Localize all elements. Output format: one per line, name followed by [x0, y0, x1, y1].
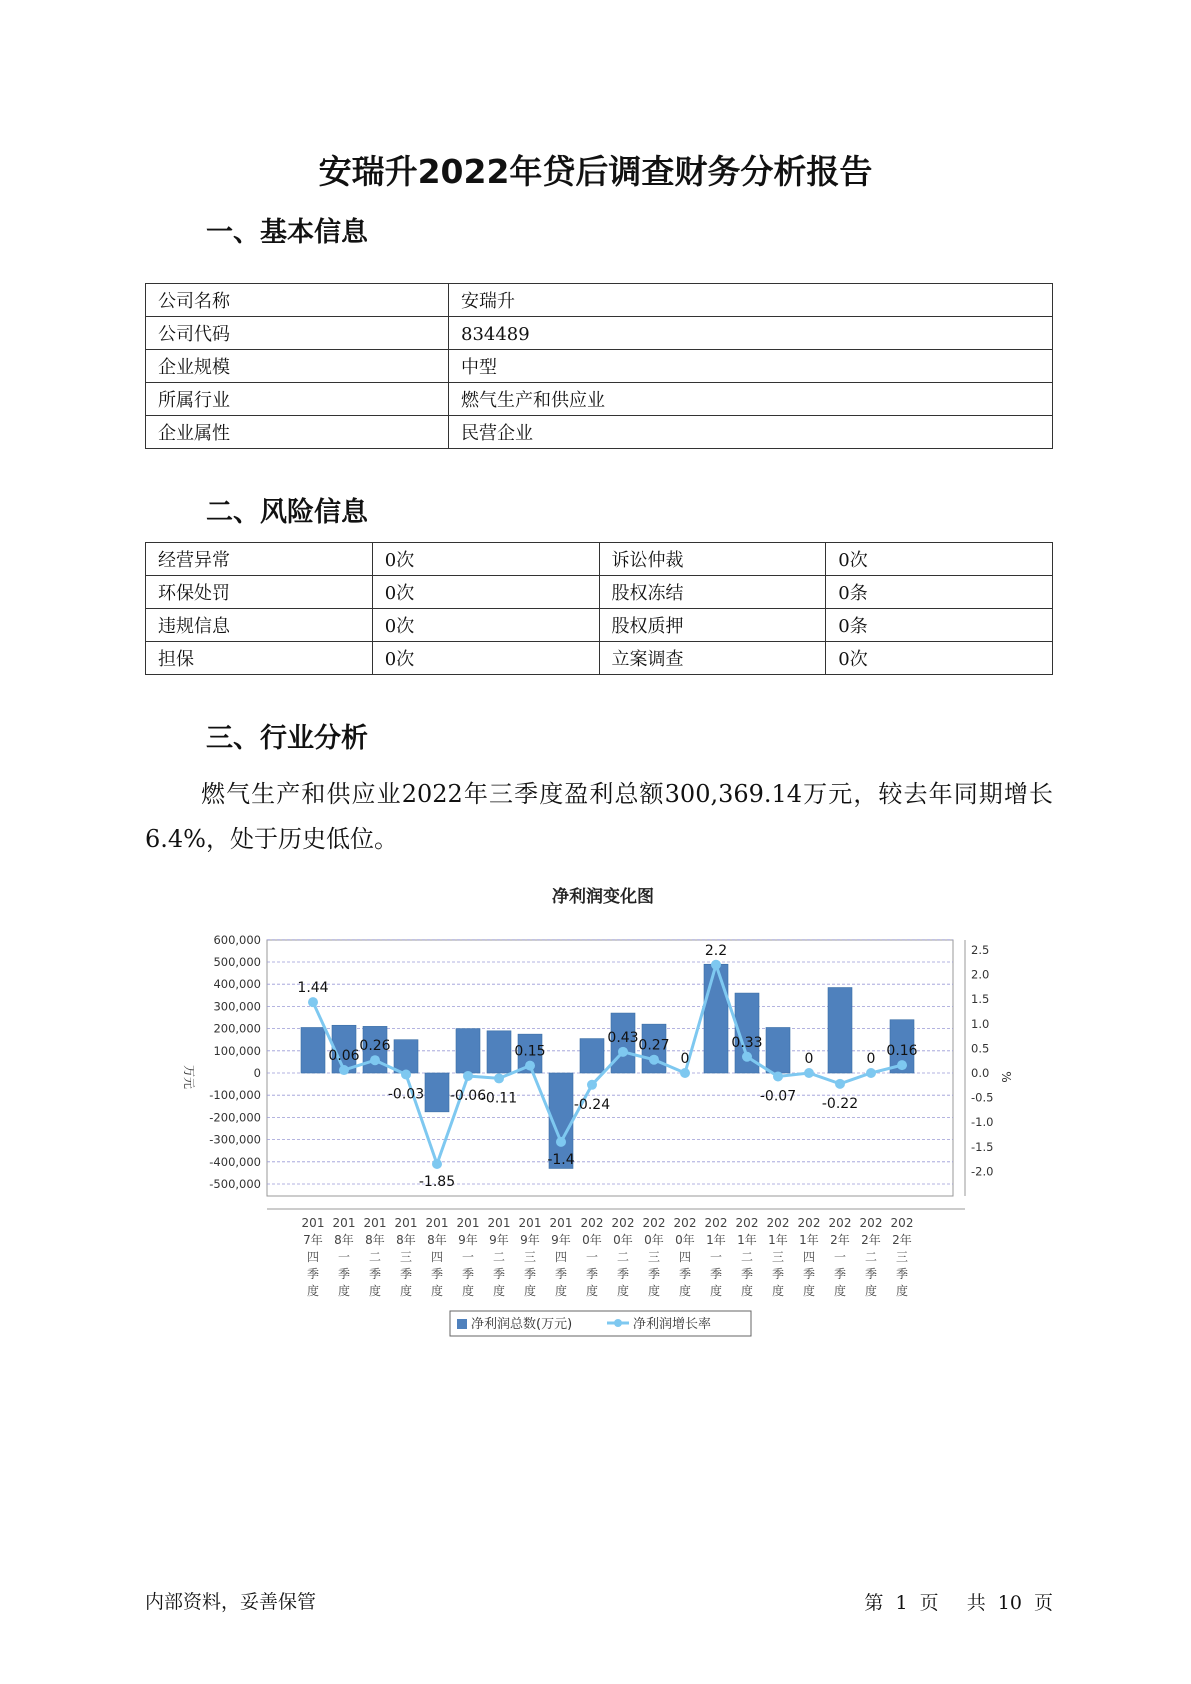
growth-rate-data-label: -0.24 — [573, 1096, 611, 1113]
x-tick-label: 三 — [647, 1250, 661, 1264]
growth-rate-point — [866, 1068, 876, 1078]
y2-tick-label: 0.5 — [971, 1041, 990, 1056]
x-tick-label: 201 — [518, 1216, 542, 1230]
growth-rate-point — [773, 1071, 783, 1081]
x-tick-label: 9年 — [489, 1233, 509, 1247]
x-tick-label: 201 — [487, 1216, 511, 1230]
x-tick-label: 季 — [585, 1267, 599, 1281]
risk-info-label: 立案调查 — [599, 642, 826, 675]
chart-title: 净利润变化图 — [552, 887, 654, 907]
x-tick-label: 2年 — [861, 1233, 881, 1247]
risk-info-value: 0次 — [826, 642, 1053, 675]
y2-tick-label: -1.0 — [971, 1115, 994, 1130]
x-tick-label: 度 — [461, 1284, 475, 1298]
growth-rate-point — [494, 1073, 504, 1083]
x-tick-label: 202 — [890, 1216, 914, 1230]
y-tick-label: -200,000 — [209, 1110, 261, 1125]
x-tick-label: 度 — [554, 1284, 568, 1298]
basic-info-row — [146, 284, 1053, 317]
x-tick-label: 季 — [492, 1267, 506, 1281]
x-tick-label: 202 — [673, 1216, 697, 1230]
x-tick-label: 四 — [678, 1250, 692, 1264]
x-tick-label: 季 — [740, 1267, 754, 1281]
growth-rate-point — [897, 1060, 907, 1070]
x-tick-label: 季 — [616, 1267, 630, 1281]
x-tick-label: 2年 — [830, 1233, 850, 1247]
growth-rate-data-label: -0.06 — [449, 1087, 487, 1104]
x-tick-label: 二 — [740, 1250, 754, 1264]
y-tick-label: 400,000 — [213, 977, 261, 992]
growth-rate-point — [587, 1080, 597, 1090]
growth-rate-point — [339, 1065, 349, 1075]
growth-rate-point — [835, 1079, 845, 1089]
page-unit: 页 — [919, 1592, 939, 1614]
growth-rate-data-label: -0.03 — [387, 1086, 425, 1103]
bar — [704, 964, 728, 1073]
total-label: 共 — [966, 1592, 986, 1614]
x-tick-label: 一 — [709, 1250, 723, 1264]
risk-info-table — [145, 542, 1053, 675]
x-tick-label: 202 — [704, 1216, 728, 1230]
industry-analysis-text: 燃气生产和供应业2022年三季度盈利总额300,369.14万元，较去年同期增长6.4%，处于历史低位。 — [145, 780, 1053, 853]
x-tick-label: 二 — [616, 1250, 630, 1264]
risk-info-label: 环保处罚 — [146, 576, 373, 609]
y-tick-label: 600,000 — [213, 932, 261, 947]
y-tick-label: 300,000 — [213, 999, 261, 1014]
x-tick-label: 201 — [549, 1216, 573, 1230]
legend-line-label: 净利润增长率 — [633, 1317, 712, 1332]
x-tick-label: 度 — [740, 1284, 754, 1298]
bar — [766, 1027, 790, 1073]
basic-info-row — [146, 350, 1053, 383]
basic-info-label: 企业规模 — [146, 350, 449, 383]
section-basic-heading: 一、基本信息 — [206, 217, 368, 248]
growth-rate-data-label: 1.44 — [297, 980, 329, 997]
x-tick-label: 9年 — [458, 1233, 478, 1247]
x-tick-label: 201 — [363, 1216, 387, 1230]
x-tick-label: 季 — [771, 1267, 785, 1281]
page-number: 1 — [895, 1592, 908, 1614]
x-tick-label: 0年 — [582, 1233, 602, 1247]
growth-rate-data-label: -1.4 — [547, 1151, 575, 1168]
x-tick-label: 三 — [399, 1250, 413, 1264]
risk-info-row — [146, 642, 1053, 675]
x-tick-label: 1年 — [737, 1233, 757, 1247]
x-tick-label: 二 — [864, 1250, 878, 1264]
x-tick-label: 1年 — [706, 1233, 726, 1247]
growth-rate-point — [463, 1071, 473, 1081]
x-tick-label: 一 — [461, 1250, 475, 1264]
basic-info-label: 公司名称 — [146, 284, 449, 317]
x-tick-label: 202 — [766, 1216, 790, 1230]
x-tick-label: 9年 — [520, 1233, 540, 1247]
growth-rate-point — [680, 1068, 690, 1078]
risk-info-value: 0次 — [372, 576, 599, 609]
x-tick-label: 季 — [554, 1267, 568, 1281]
x-tick-label: 季 — [306, 1267, 320, 1281]
x-tick-label: 1年 — [799, 1233, 819, 1247]
footer-page-info — [864, 1588, 1053, 1615]
bar — [456, 1029, 480, 1073]
x-tick-label: 201 — [425, 1216, 449, 1230]
x-tick-label: 季 — [430, 1267, 444, 1281]
y2-axis-label: % — [999, 1071, 1013, 1083]
y-axis-label: 万元 — [182, 1064, 196, 1090]
growth-rate-data-label: 0.26 — [359, 1038, 391, 1055]
bar — [487, 1031, 511, 1073]
legend-bar-swatch — [457, 1319, 467, 1329]
x-tick-label: 201 — [394, 1216, 418, 1230]
y2-tick-label: 1.0 — [971, 1016, 990, 1031]
x-tick-label: 度 — [399, 1284, 413, 1298]
y-tick-label: -300,000 — [209, 1132, 261, 1147]
x-tick-label: 度 — [678, 1284, 692, 1298]
growth-rate-data-label: -1.85 — [418, 1174, 456, 1191]
page-label: 第 — [864, 1592, 884, 1614]
x-tick-label: 季 — [523, 1267, 537, 1281]
growth-rate-point — [432, 1159, 442, 1169]
x-tick-label: 四 — [430, 1250, 444, 1264]
x-tick-label: 度 — [430, 1284, 444, 1298]
x-tick-label: 9年 — [551, 1233, 571, 1247]
risk-info-label: 诉讼仲裁 — [599, 543, 826, 576]
risk-info-value: 0次 — [826, 543, 1053, 576]
y-tick-label: 500,000 — [213, 955, 261, 969]
x-tick-label: 度 — [523, 1284, 537, 1298]
x-tick-label: 0年 — [613, 1233, 633, 1247]
x-tick-label: 2年 — [892, 1233, 912, 1247]
growth-rate-point — [401, 1069, 411, 1079]
x-tick-label: 度 — [647, 1284, 661, 1298]
basic-info-label: 所属行业 — [146, 383, 449, 416]
x-tick-label: 度 — [833, 1284, 847, 1298]
x-tick-label: 季 — [678, 1267, 692, 1281]
y-tick-label: -100,000 — [209, 1088, 261, 1103]
x-tick-label: 度 — [616, 1284, 630, 1298]
basic-info-row — [146, 383, 1053, 416]
x-tick-label: 二 — [368, 1250, 382, 1264]
growth-rate-point — [525, 1061, 535, 1071]
basic-info-value: 燃气生产和供应业 — [449, 383, 1053, 416]
y-tick-label: 0 — [253, 1066, 261, 1080]
x-tick-label: 季 — [647, 1267, 661, 1281]
legend-bar-label: 净利润总数(万元) — [471, 1317, 573, 1332]
basic-info-value: 民营企业 — [449, 416, 1053, 449]
growth-rate-data-label: 2.2 — [704, 942, 728, 959]
risk-info-row — [146, 609, 1053, 642]
y-tick-label: 100,000 — [213, 1043, 261, 1058]
y2-tick-label: 2.0 — [971, 967, 990, 982]
growth-rate-point — [618, 1047, 628, 1057]
risk-info-value: 0次 — [372, 543, 599, 576]
growth-rate-point — [308, 997, 318, 1007]
x-tick-label: 1年 — [768, 1233, 788, 1247]
total-number: 10 — [997, 1592, 1022, 1614]
total-unit: 页 — [1033, 1592, 1053, 1614]
x-tick-label: 一 — [833, 1250, 847, 1264]
growth-rate-data-label: 0 — [804, 1051, 814, 1067]
x-tick-label: 度 — [709, 1284, 723, 1298]
risk-info-value: 0条 — [826, 576, 1053, 609]
x-tick-label: 一 — [337, 1250, 351, 1264]
risk-info-row — [146, 576, 1053, 609]
x-tick-label: 8年 — [396, 1233, 416, 1247]
y2-tick-label: 1.5 — [971, 992, 990, 1007]
x-tick-label: 0年 — [675, 1233, 695, 1247]
x-tick-label: 7年 — [303, 1233, 323, 1247]
basic-info-table — [145, 283, 1053, 449]
x-tick-label: 度 — [368, 1284, 382, 1298]
x-tick-label: 度 — [864, 1284, 878, 1298]
x-tick-label: 202 — [735, 1216, 759, 1230]
growth-rate-data-label: 0 — [866, 1051, 876, 1067]
y2-tick-label: -2.0 — [971, 1164, 994, 1179]
x-tick-label: 度 — [492, 1284, 506, 1298]
footer-confidential-note: 内部资料，妥善保管 — [145, 1591, 317, 1613]
x-tick-label: 季 — [709, 1267, 723, 1281]
x-tick-label: 8年 — [365, 1233, 385, 1247]
risk-info-label: 股权冻结 — [599, 576, 826, 609]
risk-info-label: 担保 — [146, 642, 373, 675]
x-tick-label: 季 — [895, 1267, 909, 1281]
x-tick-label: 度 — [306, 1284, 320, 1298]
y2-tick-label: -0.5 — [971, 1090, 994, 1105]
report-title: 安瑞升2022年贷后调查财务分析报告 — [318, 152, 873, 191]
x-tick-label: 8年 — [334, 1233, 354, 1247]
x-tick-label: 季 — [864, 1267, 878, 1281]
risk-info-label: 经营异常 — [146, 543, 373, 576]
x-tick-label: 201 — [301, 1216, 325, 1230]
y2-tick-label: -1.5 — [971, 1139, 994, 1154]
basic-info-value: 中型 — [449, 350, 1053, 383]
basic-info-label: 公司代码 — [146, 317, 449, 350]
risk-info-value: 0条 — [826, 609, 1053, 642]
x-tick-label: 二 — [492, 1250, 506, 1264]
risk-info-value: 0次 — [372, 642, 599, 675]
x-tick-label: 0年 — [644, 1233, 664, 1247]
bar — [580, 1039, 604, 1073]
risk-info-label: 股权质押 — [599, 609, 826, 642]
y2-tick-label: 0.0 — [971, 1066, 990, 1080]
growth-rate-point — [649, 1055, 659, 1065]
section-risk-heading: 二、风险信息 — [206, 497, 368, 528]
growth-rate-data-label: 0.43 — [607, 1029, 639, 1046]
growth-rate-data-label: -0.11 — [480, 1090, 518, 1107]
legend-line-marker — [614, 1319, 622, 1327]
growth-rate-data-label: -0.22 — [821, 1095, 859, 1112]
growth-rate-point — [370, 1055, 380, 1065]
x-tick-label: 季 — [833, 1267, 847, 1281]
growth-rate-data-label: 0.33 — [731, 1034, 763, 1051]
x-tick-label: 三 — [523, 1250, 537, 1264]
x-tick-label: 202 — [611, 1216, 635, 1230]
x-tick-label: 季 — [337, 1267, 351, 1281]
growth-rate-data-label: 0.16 — [886, 1043, 918, 1060]
growth-rate-data-label: 0.15 — [514, 1043, 546, 1060]
bar — [301, 1027, 325, 1073]
growth-rate-point — [804, 1068, 814, 1078]
x-tick-label: 202 — [580, 1216, 604, 1230]
growth-rate-data-label: 0.06 — [328, 1048, 360, 1065]
risk-info-value: 0次 — [372, 609, 599, 642]
basic-info-label: 企业属性 — [146, 416, 449, 449]
x-tick-label: 8年 — [427, 1233, 447, 1247]
y-tick-label: -400,000 — [209, 1154, 261, 1169]
growth-rate-point — [742, 1052, 752, 1062]
x-tick-label: 度 — [802, 1284, 816, 1298]
x-tick-label: 三 — [895, 1250, 909, 1264]
basic-info-value: 安瑞升 — [449, 284, 1053, 317]
x-tick-label: 三 — [771, 1250, 785, 1264]
x-tick-label: 四 — [554, 1250, 568, 1264]
growth-rate-point — [711, 960, 721, 970]
section-industry-heading: 三、行业分析 — [206, 723, 368, 754]
x-tick-label: 202 — [797, 1216, 821, 1230]
basic-info-row — [146, 317, 1053, 350]
basic-info-value: 834489 — [449, 317, 1053, 350]
x-tick-label: 度 — [771, 1284, 785, 1298]
x-tick-label: 四 — [306, 1250, 320, 1264]
growth-rate-data-label: -0.07 — [759, 1088, 797, 1105]
x-tick-label: 度 — [895, 1284, 909, 1298]
growth-rate-point — [556, 1137, 566, 1147]
x-tick-label: 四 — [802, 1250, 816, 1264]
risk-info-row — [146, 543, 1053, 576]
bar — [828, 988, 852, 1073]
net-profit-chart — [145, 880, 1045, 1350]
y-tick-label: 200,000 — [213, 1021, 261, 1036]
basic-info-row — [146, 416, 1053, 449]
x-tick-label: 一 — [585, 1250, 599, 1264]
growth-rate-data-label: 0.27 — [638, 1037, 670, 1054]
x-tick-label: 201 — [456, 1216, 480, 1230]
x-tick-label: 201 — [332, 1216, 356, 1230]
x-tick-label: 度 — [585, 1284, 599, 1298]
bar — [425, 1073, 449, 1112]
risk-info-label: 违规信息 — [146, 609, 373, 642]
x-tick-label: 度 — [337, 1284, 351, 1298]
x-tick-label: 季 — [461, 1267, 475, 1281]
growth-rate-data-label: 0 — [680, 1051, 690, 1067]
x-tick-label: 季 — [399, 1267, 413, 1281]
x-tick-label: 202 — [642, 1216, 666, 1230]
x-tick-label: 202 — [828, 1216, 852, 1230]
y2-tick-label: 2.5 — [971, 943, 990, 957]
x-tick-label: 季 — [368, 1267, 382, 1281]
x-tick-label: 季 — [802, 1267, 816, 1281]
x-tick-label: 202 — [859, 1216, 883, 1230]
y-tick-label: -500,000 — [209, 1177, 261, 1191]
bar — [394, 1040, 418, 1073]
